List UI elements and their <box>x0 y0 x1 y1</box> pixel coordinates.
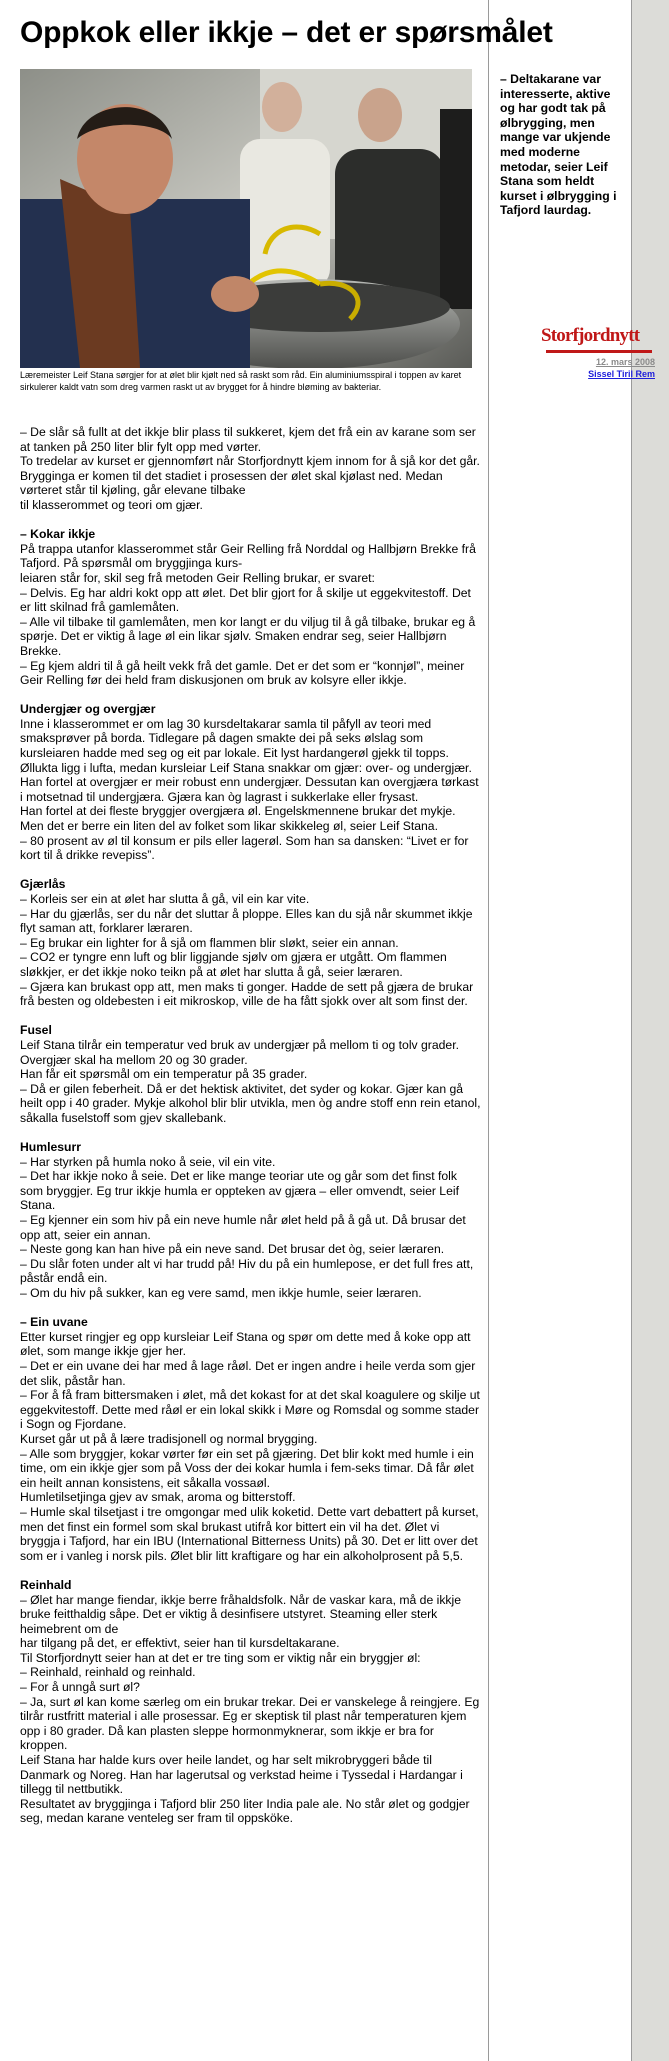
paragraph: – Gjæra kan brukast opp att, men maks ti gonger. Hadde de sett på gjæra de brukar frå besten og oldebesten i eit mikroskop, ville de ha fått sjokk over alt som finst der. <box>20 979 474 1009</box>
section-heading: Reinhald <box>20 1577 72 1592</box>
paragraph: – Eg brukar ein lighter for å sjå om flammen blir sløkt, seier ein annan. <box>20 935 399 950</box>
paragraph: – For å unngå surt øl? <box>20 1680 140 1695</box>
section-heading: Gjærlås <box>20 877 66 892</box>
paragraph: – Alle vil tilbake til gamlemåten, men kor langt er du viljug til å gå tilbake, brukar eg å spørje. Det er viktig å lage øl ein likar sjølv. Smaken endrar seg, seier Hallbjørn Brekke. <box>20 614 476 658</box>
photo-caption: Læremeister Leif Stana sørgjer for at ølet blir kjølt ned så raskt som råd. Ein aluminiumsspiral i toppen av karet sirkulerer kaldt vatn som dreg varmen raskt ut av brygget for å hindre bløming av bakteriar. <box>20 370 462 392</box>
paragraph: – Delvis. Eg har aldri kokt opp att ølet. Det blir gjort for å skilje ut eggekvitestoff. Det er litt skilnad frå gamlemåten. <box>20 585 471 615</box>
paragraph: Til Storfjordnytt seier han at det er tre ting som er viktig når ein bryggjer øl: <box>20 1650 421 1665</box>
paragraph: – Det er ein uvane dei har med å lage råøl. Det er ingen andre i heile verda som gjer det slik, påstår han. <box>20 1359 476 1388</box>
paragraph: – Neste gong kan han hive på ein neve sand. Det brusar det òg, seier læraren. <box>20 1242 445 1257</box>
section-heading: Fusel <box>20 1023 52 1038</box>
author-link[interactable]: Sissel Tiril Rem <box>588 369 655 379</box>
section-heading: Undergjær og overgjær <box>20 702 156 717</box>
paragraph: – Eg kjem aldri til å gå heilt vekk frå det gamle. Det er det som er “konnjøl”, meiner Geir Relling før dei held fram diskusjonen om bruk av kolsyre eller ikkje. <box>20 658 465 688</box>
paragraph: – Korleis ser ein at ølet har slutta å gå, vil ein kar vite. <box>20 892 310 906</box>
paragraph: – Humle skal tilsetjast i tre omgongar med ulik koketid. Dette vart debattert på kurset, men det finst ein formel som skal brukast utifrå kor bittert ein vil ha det. Ølet vi bryggja i Tafjord, har ein IBU (International Bitterness Units) på 30. Det er litt over det som er i vanleg i norsk pils. Ølet blir litt kraftigare og har ein alkoholprosent på 5,5. <box>20 1504 479 1563</box>
paragraph: Kurset går ut på å lære tradisjonell og normal brygging. <box>20 1431 318 1446</box>
paragraph: – Ølet har mange fiendar, ikkje berre fråhaldsfolk. Når de vaskar kara, må de ikkje bruke feitthaldig såpe. Det er viktig å desinfisere utstyret. Steaming eller sterk heimebrent om de <box>20 1592 461 1636</box>
sidebar-lead: – Deltakarane var interesserte, aktive og har godt tak på ølbrygging, men mange var ukjende med moderne metodar, seier Leif Stana som heldt kurset i ølbrygging i Tafjord laurdag. <box>500 72 617 218</box>
paragraph: leiaren står for, skil seg frå metoden Geir Relling brukar, er svaret: <box>20 570 375 585</box>
paragraph: Han får eit spørsmål om ein temperatur på 35 grader. <box>20 1067 308 1082</box>
paragraph: – Då er gilen feberheit. Då er det hektisk aktivitet, det syder og kokar. Gjær kan gå heilt opp i 40 grader. Mykje alkohol blir blir utvikla, men òg andre stoff enn rein etanol, såkalla fuselstoff som gjev skallebank. <box>20 1081 481 1125</box>
brewing-class-photo <box>20 69 472 368</box>
article-title: Oppkok eller ikkje – det er spørsmålet <box>20 16 553 49</box>
paragraph: – De slår så fullt at det ikkje blir plass til sukkeret, kjem det frå ein av karane som ser at tanken på 250 liter blir fylt opp med vørter. <box>20 425 476 454</box>
right-margin-strip <box>632 0 669 2061</box>
paragraph: – 80 prosent av øl til konsum er pils eller lagerøl. Som han sa dansken: “Livet er for kort til å drikke revepiss”. <box>20 833 469 863</box>
paragraph: – CO2 er tyngre enn luft og blir liggjande sjølv om gjæra er utgått. Om flammen sløkkjer, er det ikkje noko teikn på at ølet har slutta å gå, seier læraren. <box>20 950 447 979</box>
storfjordnytt-logo: Storfjordnytt <box>541 325 640 346</box>
logo-underline <box>546 350 652 353</box>
sidebar-column <box>488 0 632 2061</box>
section-heading: – Ein uvane <box>20 1315 88 1330</box>
article-section <box>20 1023 482 1125</box>
paragraph: har tilgang på det, er effektivt, seier han til kursdeltakarane. <box>20 1636 340 1651</box>
paragraph: – Om du hiv på sukker, kan eg vere samd, men ikkje humle, seier læraren. <box>20 1286 422 1301</box>
paragraph: Inne i klasserommet er om lag 30 kursdeltakarar samla til påfyll av teori med smaksprøver på borda. Tidlegare på dagen smakte dei på seks ølslag som kursleiaren hadde med seg og eit par lokale. Eit lyst hardangerøl gjekk til topps. Øllukta ligg i lufta, medan kursleiar Leif Stana snakkar om gjær: over- og undergjær. Han fortel at overgjær er meir robust enn undergjær. Dessutan kan overgjæra tørkast i motsetnad til undergjæra. Gjæra kan òg lagrast i sukkerlake eller frysast. <box>20 716 479 804</box>
article-photo <box>20 69 472 368</box>
paragraph: – Har du gjærlås, ser du når det sluttar å ploppe. Elles kan du sjå når skummet ikkje flyt saman att, forklarer læraren. <box>20 906 473 936</box>
article-section <box>20 425 482 513</box>
paragraph: – Ja, surt øl kan kome særleg om ein brukar trekar. Dei er vanskelege å reingjere. Eg tilrår rustfritt material i alle prosessar. Eg er skeptisk til plast når temperaturen kjem opp i 80 grader. Då kan plasten sleppe hormonmyknerar, som ikkje er bra for kroppen. <box>20 1694 480 1753</box>
paragraph: Etter kurset ringjer eg opp kursleiar Leif Stana og spør om dette med å koke opp att ølet, som mange ikkje gjer her. <box>20 1329 471 1359</box>
article-section <box>20 1315 482 1563</box>
paragraph: – For å få fram bittersmaken i ølet, må det kokast for at det skal koagulere og skilje ut eggekvitestoff. Dette med råøl er ein lokal skikk i Møre og Romsdal og somme stader i Sogn og Fjordane. <box>20 1388 480 1432</box>
paragraph: Leif Stana har halde kurs over heile landet, og har selt mikrobryggeri både til Danmark og Noreg. Han har lagerutsal og verkstad heime i Tyssedal i Hardangar i tillegg til nettbutikk. <box>20 1753 463 1797</box>
article-section <box>20 1578 482 1826</box>
paragraph: To tredelar av kurset er gjennomført når Storfjordnytt kjem innom for å sjå kor det går. <box>20 454 480 469</box>
publish-date[interactable]: 12. mars 2008 <box>595 357 655 367</box>
paragraph: Han fortel at dei fleste bryggjer overgjæra øl. Engelskmennene brukar det mykje. Men det er berre ein liten del av folket som likar skikkeleg øl, seier Leif Stana. <box>20 804 456 834</box>
paragraph: – Reinhald, reinhald og reinhald. <box>20 1665 196 1680</box>
paragraph: – Du slår foten under alt vi har trudd på! Hiv du på ein humlepose, er det full fres att, påstår endå ein. <box>20 1256 474 1286</box>
paragraph: – Alle som bryggjer, kokar vørter før ein set på gjæring. Det blir kokt med humle i ein time, om ein ikkje gjer som på Voss der dei kokar humla i fem-seks timar. Då får ølet ein heilt annan konsistens, eit såkalla vossaøl. <box>20 1446 474 1490</box>
article-section <box>20 702 482 863</box>
paragraph: Leif Stana tilrår ein temperatur ved bruk av undergjær på mellom ti og tolv grader. Overgjær skal ha mellom 20 og 30 grader. <box>20 1037 459 1067</box>
paragraph: Brygginga er komen til det stadiet i prosessen der ølet skal kjølast ned. Medan vørteret står til kjøling, går elevane tilbake <box>20 468 443 498</box>
paragraph: Humletilsetjinga gjev av smak, aroma og bitterstoff. <box>20 1490 296 1505</box>
section-heading: Humlesurr <box>20 1140 81 1155</box>
article-body <box>20 425 482 1841</box>
article-section <box>20 877 482 1008</box>
section-heading: – Kokar ikkje <box>20 527 96 542</box>
paragraph: Resultatet av bryggjinga i Tafjord blir 250 liter India pale ale. No står ølet og godgjer seg, medan karane venteleg ser fram til oppsköke. <box>20 1796 470 1826</box>
paragraph: På trappa utanfor klasserommet står Geir Relling frå Norddal og Hallbjørn Brekke frå Tafjord. På spørsmål om bryggjinga kurs- <box>20 541 476 571</box>
paragraph: – Det har ikkje noko å seie. Det er like mange teoriar ute og går som det finst folk som bryggjer. Eg trur ikkje humla er oppteken av gjæra – eller omvendt, seier Leif Stana. <box>20 1169 459 1213</box>
article-section <box>20 1140 482 1301</box>
article-section <box>20 527 482 688</box>
paragraph: til klasserommet og teori om gjær. <box>20 497 203 512</box>
paragraph: – Eg kjenner ein som hiv på ein neve humle når ølet held på å gå ut. Då brusar det opp att, seier ein annan. <box>20 1213 466 1242</box>
paragraph: – Har styrken på humla noko å seie, vil ein vite. <box>20 1154 276 1169</box>
